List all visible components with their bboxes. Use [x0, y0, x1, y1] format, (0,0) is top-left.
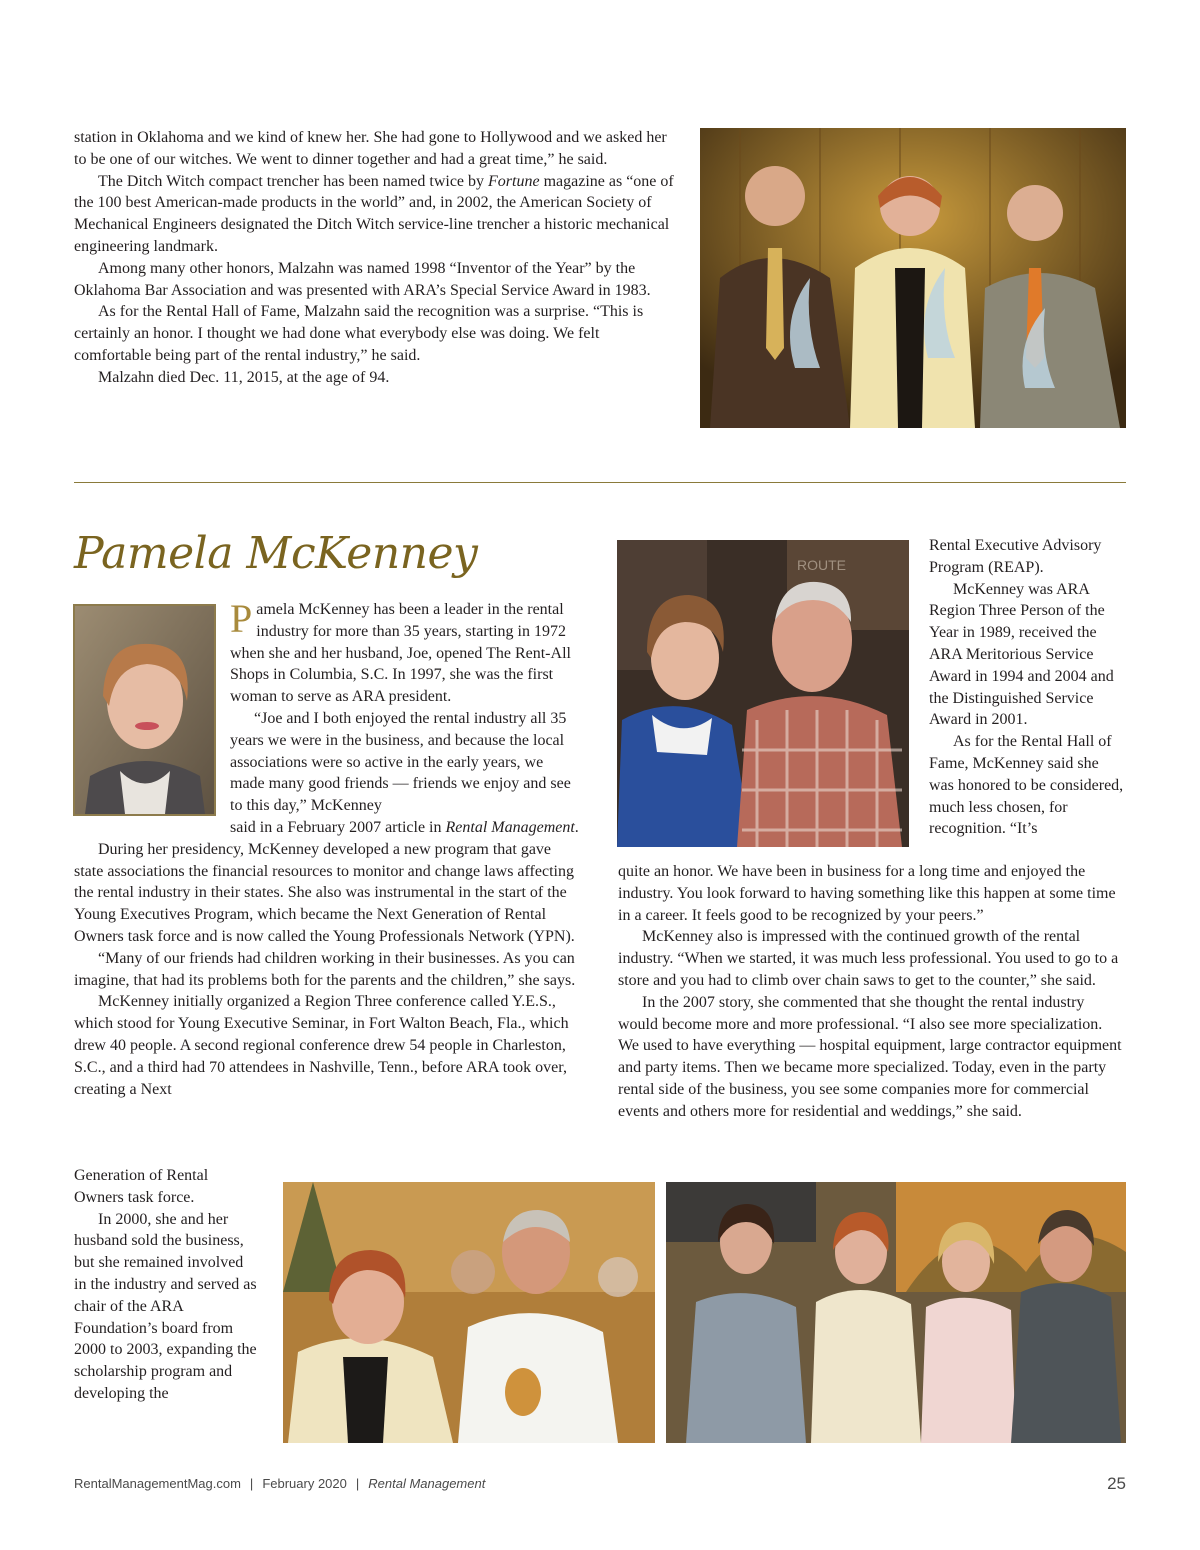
right-side-text — [929, 535, 1127, 840]
footer-site: RentalManagementMag.com — [74, 1476, 241, 1491]
section-divider — [74, 482, 1126, 483]
footer-magazine: Rental Management — [368, 1476, 486, 1491]
page-number: 25 — [1107, 1474, 1126, 1493]
left-paragraph-6: In 2000, she and her husband sold the business, but she remained involved in the industry and served as chair of the ARA Foundation’s board from 2000 to 2003, expanding the scholarship program and developing the — [74, 1210, 257, 1402]
top-paragraph-2-a: The Ditch Witch compact trencher has been named twice by — [98, 172, 489, 190]
left-paragraph-2-cont-a: said in a February 2007 article in — [230, 818, 446, 836]
left-paragraph-2: “Joe and I both enjoyed the rental industry all 35 years we were in the business, and because the local associations were so active in the early years, we made many good friends — friends we enjoy and see to this day,” McKenney — [230, 709, 571, 815]
right-paragraph-3-continued: quite an honor. We have been in business for a long time and enjoyed the industry. You look forward to having something like this happen at some time in a career. It feels good to be recognized by your peers.” — [618, 863, 1116, 924]
left-paragraph-5: McKenney initially organized a Region Three conference called Y.E.S., which stood for Young Executive Seminar, in Fort Walton Beach, Fla., which drew 40 people. A second regional conference drew 54 people in Charleston, S.C., and a third had 70 attendees in Nashville, Tenn., before ARA took over, creating a Next — [74, 993, 569, 1098]
photo-mckenney-with-man — [617, 540, 909, 847]
section-title: Pamela McKenney — [74, 528, 478, 579]
left-paragraph-1-text: amela McKenney has been a leader in the rental industry for more than 35 years, starting in 1972 when she and her husband, Joe, opened The Rent-All Shops in Columbia, S.C. In 1997, she was the first woman to serve as ARA president. — [230, 601, 571, 706]
right-side-paragraph-3: As for the Rental Hall of Fame, McKenney said she was honored to be considered, much less chosen, for recognition. “It’s — [929, 733, 1124, 838]
right-column-text — [618, 861, 1126, 1123]
photo-mckenney-event-2 — [666, 1182, 1126, 1443]
top-paragraph-2-b: magazine as “one of the 100 best American-made products in the world” and, in 2002, the American Society of Mechanical Engineers designated the Ditch Witch service-line trencher a historic mechanical engineering landmark. — [74, 172, 674, 255]
rental-management-italic: Rental Management — [445, 818, 575, 836]
right-paragraph-4: McKenney also is impressed with the continued growth of the rental industry. “When we started, it was much less professional. You used to go to a store and you had to climb over chain saws to get to the counter,” she said. — [618, 928, 1119, 989]
footer-date: February 2020 — [262, 1476, 347, 1491]
top-paragraph-4: As for the Rental Hall of Fame, Malzahn said the recognition was a surprise. “This is certainly an honor. I thought we had done what everybody else was doing. We felt comfortable being part of the rental industry,” he said. — [74, 303, 644, 364]
top-article-text — [74, 127, 678, 389]
footer-separator: | — [249, 1476, 254, 1491]
right-paragraph-5: In the 2007 story, she commented that she thought the rental industry would become more and more professional. “I also see more specialization. We used to have everything — hospital equipment, large contractor equipment and party items. Then we became more specialized. Today, even in the party rental side of the business, you see some companies more for commercial events and others more for residential and weddings,” she said. — [618, 993, 1122, 1120]
left-paragraph-4: “Many of our friends had children working in their businesses. As you can imagine, that had its problems both for the parents and the children,” she says. — [74, 949, 576, 989]
svg-text:ROUTE: ROUTE — [797, 557, 846, 573]
left-paragraph-2-cont-b: . — [574, 818, 579, 836]
page-footer — [74, 1476, 485, 1491]
portrait-float-spacer — [74, 599, 230, 837]
drop-cap: P — [230, 596, 253, 641]
photo-award-trio — [700, 128, 1126, 428]
footer-separator: | — [355, 1476, 360, 1491]
photo-mckenney-event-1 — [283, 1182, 655, 1443]
top-paragraph-2 — [74, 171, 678, 258]
top-paragraph-1: station in Oklahoma and we kind of knew her. She had gone to Hollywood and we asked her to be one of our witches. We went to dinner together and had a great time,” he said. — [74, 129, 667, 168]
right-side-paragraph-2: McKenney was ARA Region Three Person of the Year in 1989, received the ARA Meritorious Service Award in 1994 and 2004 and the Distinguished Service Award in 2001. — [929, 580, 1114, 729]
top-paragraph-3: Among many other honors, Malzahn was named 1998 “Inventor of the Year” by the Oklahoma Bar Association and was presented with ARA’s Special Service Award in 1983. — [74, 259, 651, 299]
right-side-paragraph-1: Rental Executive Advisory Program (REAP). — [929, 537, 1102, 576]
fortune-italic: Fortune — [488, 172, 540, 190]
left-narrow-text — [74, 1165, 258, 1405]
left-paragraph-5-continued: Generation of Rental Owners task force. — [74, 1167, 209, 1206]
top-paragraph-5: Malzahn died Dec. 11, 2015, at the age of 94. — [98, 368, 390, 386]
left-column-text — [74, 596, 580, 1100]
left-paragraph-3: During her presidency, McKenney developed a new program that gave state associations the financial resources to monitor and change laws affecting the rental industry in their states. She also was instrumental in the start of the Young Executives Program, which became the Next Generation of Rental Owners task force and is now called the Young Professionals Network (YPN). — [74, 840, 575, 945]
